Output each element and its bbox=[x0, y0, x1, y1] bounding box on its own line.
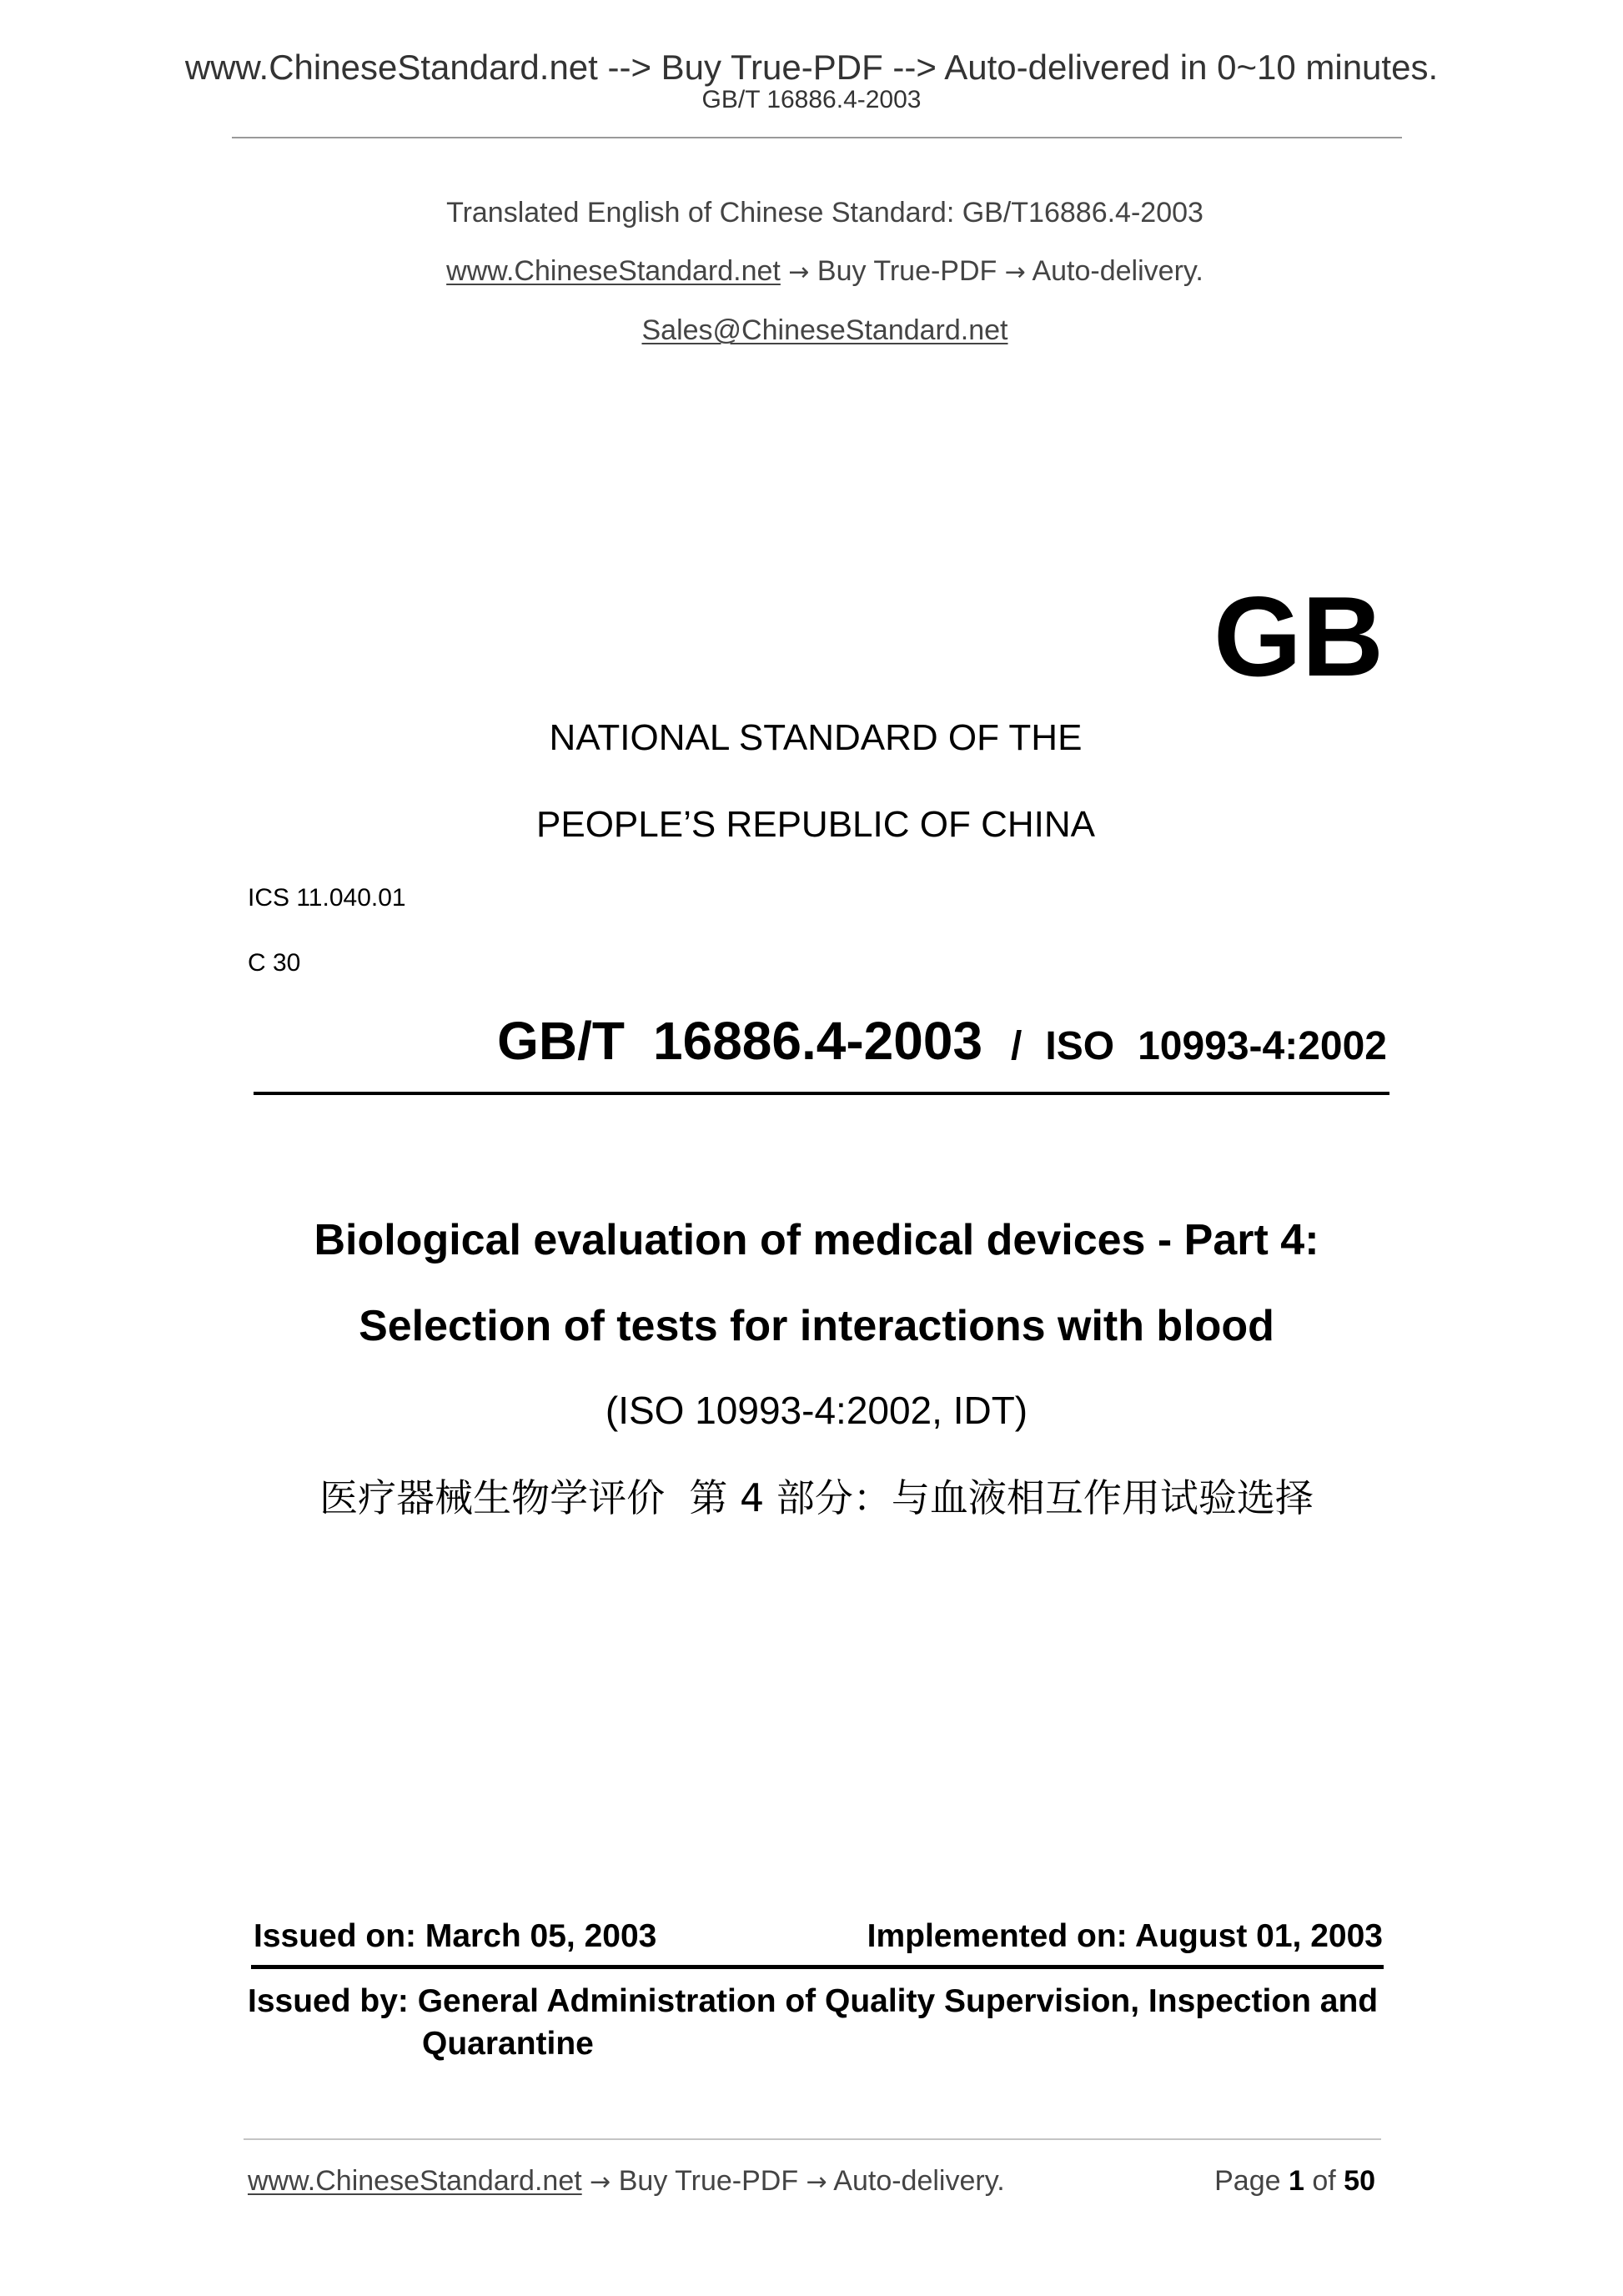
page-indicator bbox=[1214, 2167, 1375, 2195]
chinese-title: 医疗器械生物学评价 第 4 部分：与血液相互作用试验选择 bbox=[319, 1475, 1314, 1520]
header-doc-code: GB/T 16886.4-2003 bbox=[701, 86, 922, 113]
site-link[interactable]: www.ChineseStandard.net bbox=[446, 255, 781, 287]
page-total: 50 bbox=[1344, 2165, 1375, 2197]
sales-email bbox=[0, 316, 1623, 344]
standard-prefix: GB/T bbox=[497, 1011, 626, 1071]
header-divider bbox=[232, 137, 1402, 138]
arrow-right-icon: → bbox=[1004, 258, 1026, 287]
arrow-right-icon: → bbox=[590, 2168, 611, 2197]
ics-code: ICS 11.040.01 bbox=[248, 884, 406, 912]
auto-delivery-text: Auto-delivery. bbox=[1032, 255, 1203, 287]
footer-divider bbox=[244, 2138, 1381, 2140]
document-title-line-1: Biological evaluation of medical devices - Part 4: bbox=[314, 1216, 1319, 1264]
issued-on-date: Issued on: March 05, 2003 bbox=[254, 1918, 657, 1954]
dates-divider bbox=[251, 1965, 1384, 1969]
standard-code: 16886.4-2003 bbox=[653, 1011, 983, 1071]
standard-number bbox=[497, 1011, 1387, 1071]
buy-pdf-text: Buy True-PDF bbox=[817, 255, 997, 287]
arrow-right-icon: → bbox=[806, 2168, 827, 2197]
page-label: Page bbox=[1214, 2165, 1281, 2197]
issuer-line-1: Issued by: General Administration of Quality Supervision, Inspection and bbox=[248, 1983, 1379, 2019]
footer-buy-pdf-text: Buy True-PDF bbox=[618, 2165, 799, 2197]
translation-notice: Translated English of Chinese Standard: GB/T16886.4-2003 bbox=[446, 197, 1203, 229]
standard-number-divider bbox=[254, 1092, 1389, 1095]
translation-links bbox=[0, 257, 1623, 285]
national-standard-line-2: PEOPLE’S REPUBLIC OF CHINA bbox=[536, 804, 1095, 845]
adoption-note: (ISO 10993-4:2002, IDT) bbox=[605, 1389, 1028, 1432]
footer-site-link[interactable]: www.ChineseStandard.net bbox=[248, 2165, 582, 2197]
page-of-label: of bbox=[1312, 2165, 1336, 2197]
footer-links bbox=[248, 2167, 1005, 2195]
document-title-line-2: Selection of tests for interactions with blood bbox=[359, 1302, 1274, 1350]
standard-separator: / bbox=[1011, 1024, 1023, 1068]
sales-email-link[interactable]: Sales@ChineseStandard.net bbox=[641, 314, 1008, 346]
national-standard-line-1: NATIONAL STANDARD OF THE bbox=[549, 717, 1083, 758]
iso-code: 10993-4:2002 bbox=[1138, 1024, 1387, 1068]
top-banner: www.ChineseStandard.net --> Buy True-PDF --> Auto-delivered in 0~10 minutes. bbox=[184, 48, 1439, 87]
iso-prefix: ISO bbox=[1045, 1024, 1115, 1068]
ccs-code: C 30 bbox=[248, 949, 301, 977]
arrow-right-icon: → bbox=[788, 258, 810, 287]
implemented-on-date: Implemented on: August 01, 2003 bbox=[867, 1918, 1383, 1954]
gb-mark: GB bbox=[1213, 573, 1384, 700]
footer-auto-delivery-text: Auto-delivery. bbox=[833, 2165, 1005, 2197]
page-current: 1 bbox=[1288, 2165, 1304, 2197]
issuer-line-2: Quarantine bbox=[422, 2026, 594, 2062]
